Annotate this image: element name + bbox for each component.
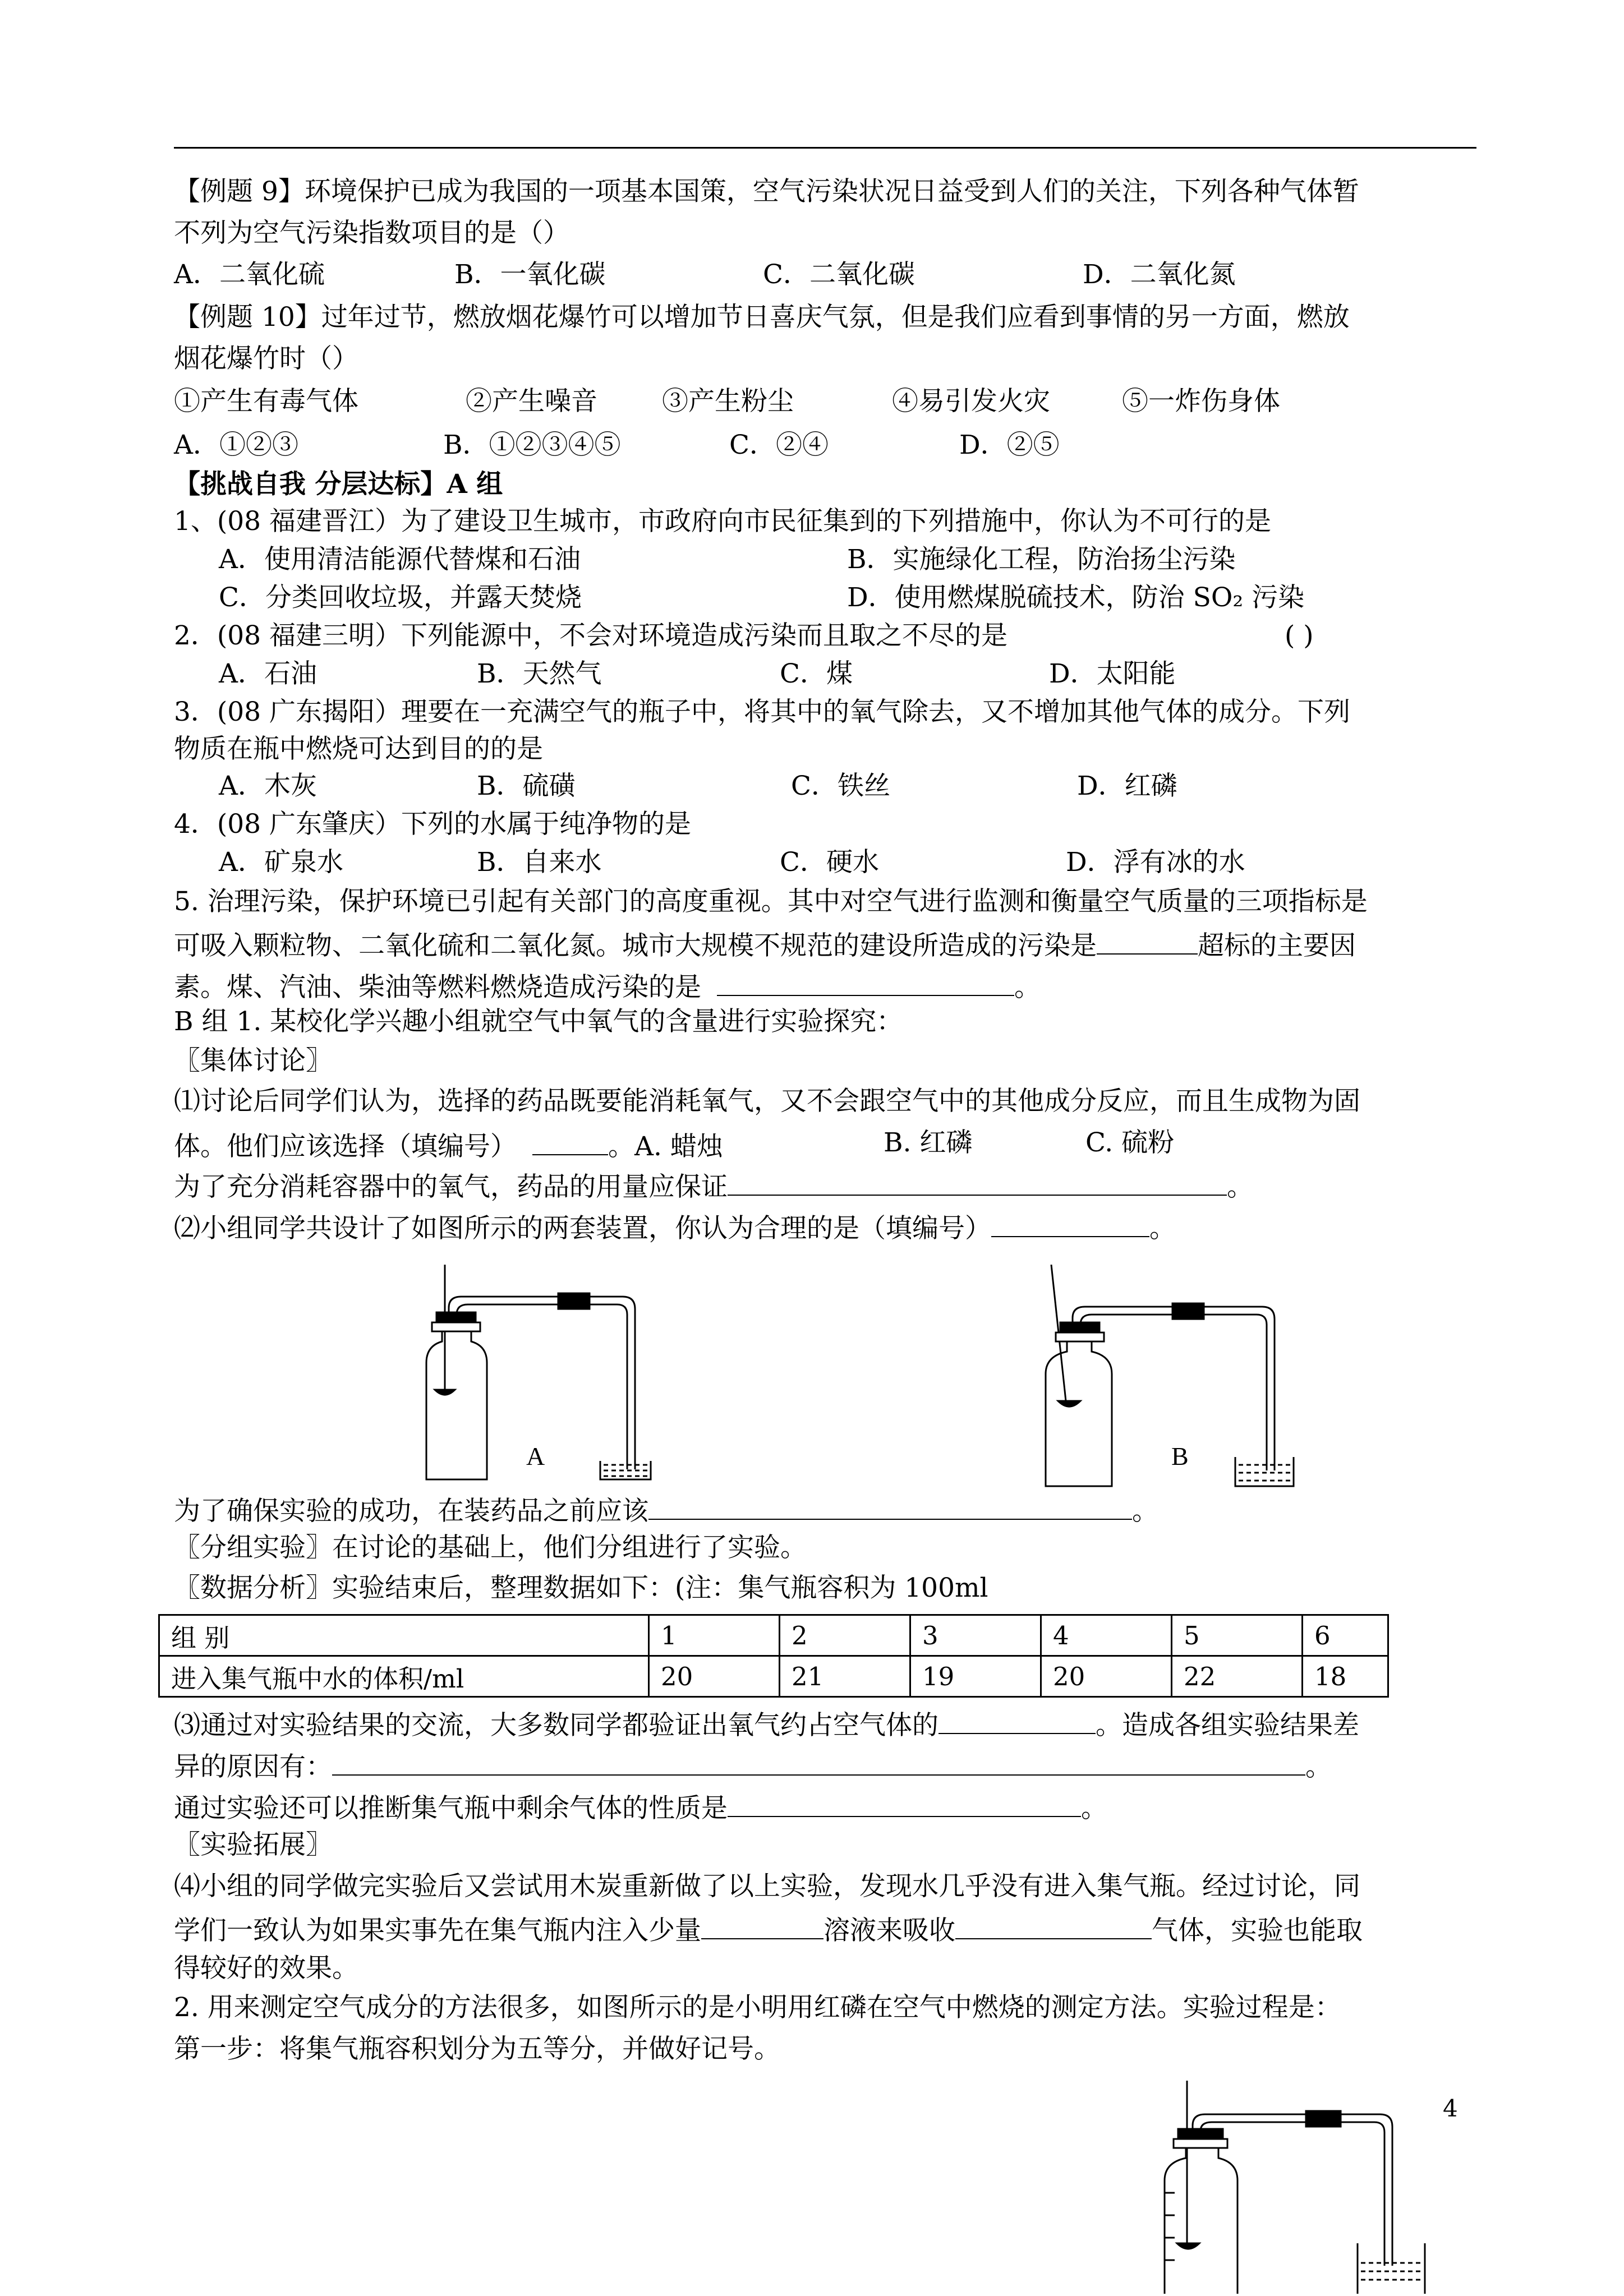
b-p4-line1: ⑷小组的同学做完实验后又尝试用木炭重新做了以上实验，发现水几乎没有进入集气瓶。经过讨论，同	[174, 1871, 1360, 1902]
a-q1-option-a: A．使用清洁能源代替煤和石油	[219, 544, 581, 575]
b-p3-line2-text: 异的原因有：	[174, 1751, 332, 1782]
a-q3-line2: 物质在瓶中燃烧可达到目的的是	[174, 734, 543, 764]
example10-item-5: ⑤一炸伤身体	[1122, 386, 1280, 417]
a-q1-option-c: C．分类回收垃圾，并露天焚烧	[219, 582, 582, 613]
example10-line1: 【例题 10】过年过节，燃放烟花爆竹可以增加节日喜庆气氛，但是我们应看到事情的另一方面，燃放	[174, 302, 1350, 333]
a-q5-line2-tail: 超标的主要因	[1198, 930, 1356, 961]
table-cell: 进入集气瓶中水的体积/ml	[159, 1656, 649, 1697]
a-q1-option-d: D．使用燃煤脱硫技术，防治 SO₂ 污染	[847, 582, 1305, 613]
a-q2-option-a: A．石油	[219, 658, 317, 689]
b-p1-line3-text: 为了充分消耗容器中的氧气，药品的用量应保证	[174, 1172, 728, 1202]
header-rule	[174, 147, 1476, 149]
a-q5-line3-text: 素。煤、汽油、柴油等燃料燃烧造成污染的是	[174, 972, 701, 1003]
data-table	[158, 1614, 1389, 1698]
a-q2-stem: 2．(08 福建三明）下列能源中，不会对环境造成污染而且取之不尽的是	[174, 620, 1007, 651]
table-cell: 20	[649, 1656, 780, 1697]
table-cell: 20	[1041, 1656, 1172, 1697]
answer-blank[interactable]	[648, 1494, 1132, 1520]
example10-item-2: ②产生噪音	[466, 386, 597, 417]
b-p2-check	[174, 1494, 1158, 1527]
table-cell: 组 别	[159, 1615, 649, 1656]
answer-blank[interactable]	[1097, 929, 1198, 955]
b-p4-line3: 得较好的效果。	[174, 1953, 358, 1984]
example10-option-d: D．②⑤	[959, 430, 1060, 460]
example9-option-d: D．二氧化氮	[1083, 259, 1236, 290]
b-q2-line2: 第一步：将集气瓶容积划分为五等分，并做好记号。	[174, 2034, 780, 2064]
b-p2-line	[174, 1211, 1176, 1242]
table-cell: 1	[649, 1615, 780, 1656]
b-p2-line-tail: 。	[1149, 1213, 1176, 1244]
a-q5-line2-text: 可吸入颗粒物、二氧化硫和二氧化氮。城市大规模不规范的建设所造成的污染是	[174, 930, 1097, 961]
example10-item-3: ③产生粉尘	[662, 386, 794, 417]
answer-blank[interactable]	[701, 1914, 823, 1939]
answer-blank[interactable]	[532, 1129, 608, 1155]
b-p2-line-text: ⑵小组同学共设计了如图所示的两套装置，你认为合理的是（填编号）	[174, 1213, 991, 1244]
answer-blank[interactable]	[728, 1170, 1227, 1196]
b-p2-check-tail: 。	[1132, 1496, 1158, 1527]
b-discussion-heading: 〖集体讨论〗	[174, 1045, 332, 1076]
a-q4-stem: 4．(08 广东肇庆）下列的水属于纯净物的是	[174, 809, 691, 840]
example9-option-b: B．一氧化碳	[454, 259, 606, 290]
answer-blank[interactable]	[991, 1211, 1149, 1237]
table-cell: 19	[910, 1656, 1041, 1697]
b-group-exp: 〖分组实验〗在讨论的基础上，他们分组进行了实验。	[174, 1532, 807, 1563]
b-p4-line2	[174, 1914, 1363, 1944]
answer-blank[interactable]	[332, 1750, 1305, 1776]
apparatus-b-label: B	[1171, 1442, 1189, 1470]
apparatus-a-label: A	[526, 1442, 545, 1470]
b-p1-line2-after: 。A. 蜡烛	[608, 1131, 723, 1162]
section-title: 【挑战自我 分层达标】A 组	[174, 469, 503, 500]
a-q5-line2	[174, 929, 1356, 959]
b-p3-line3-text: 通过实验还可以推断集气瓶中剩余气体的性质是	[174, 1793, 728, 1824]
a-q3-option-a: A．木灰	[219, 771, 317, 801]
example10-line2: 烟花爆竹时（）	[174, 343, 358, 374]
b-p1-line2-text: 体。他们应该选择（填编号）	[174, 1131, 517, 1162]
b-p1-line1: ⑴讨论后同学们认为，选择的药品既要能消耗氧气，又不会跟空气中的其他成分反应，而且生成物为固	[174, 1086, 1360, 1117]
b-p3-line1	[174, 1708, 1359, 1739]
a-q5-line3	[174, 970, 1041, 1001]
example9-line2: 不列为空气污染指数项目的是（）	[174, 218, 569, 248]
b-p2-check-text: 为了确保实验的成功，在装药品之前应该	[174, 1496, 648, 1527]
a-q5-line3-tail: 。	[1014, 972, 1041, 1003]
apparatus-q2-diagram	[1156, 2075, 1436, 2294]
table-cell: 3	[910, 1615, 1041, 1656]
table-cell: 2	[780, 1615, 910, 1656]
table-cell: 22	[1172, 1656, 1303, 1697]
a-q2-option-d: D．太阳能	[1049, 658, 1176, 689]
answer-blank[interactable]	[938, 1708, 1096, 1734]
example10-option-c: C．②④	[729, 430, 829, 460]
b-p1-line2	[174, 1129, 723, 1160]
b-p3-line3	[174, 1791, 1107, 1822]
table-cell: 18	[1303, 1656, 1388, 1697]
table-cell: 21	[780, 1656, 910, 1697]
table-cell: 6	[1303, 1615, 1388, 1656]
a-q4-option-d: D．浮有冰的水	[1066, 847, 1245, 878]
b-p1-option-c: C. 硫粉	[1085, 1127, 1175, 1158]
b-p3-line1-tail: 。造成各组实验结果差	[1096, 1710, 1359, 1741]
apparatus-b-diagram	[1027, 1262, 1301, 1492]
example10-option-a: A．①②③	[174, 430, 298, 460]
b-p3-line1-text: ⑶通过对实验结果的交流，大多数同学都验证出氧气约占空气体的	[174, 1710, 938, 1741]
b-q2-line1: 2. 用来测定空气成分的方法很多，如图所示的是小明用红磷在空气中燃烧的测定方法。实验过程是：	[174, 1992, 1341, 2023]
b-p4-line2c: 气体，实验也能取	[1152, 1915, 1363, 1946]
a-q2-option-b: B．天然气	[477, 658, 602, 689]
page-number: 4	[1443, 2095, 1458, 2122]
example9-line1: 【例题 9】环境保护已成为我国的一项基本国策，空气污染状况日益受到人们的关注，下列各种气体暂	[174, 176, 1359, 207]
a-q4-option-c: C．硬水	[780, 847, 879, 878]
b-extension-heading: 〖实验拓展〗	[174, 1829, 332, 1860]
table-row	[159, 1615, 1388, 1656]
a-q2-option-c: C．煤	[780, 658, 853, 689]
table-row	[159, 1656, 1388, 1697]
example9-option-c: C．二氧化碳	[763, 259, 915, 290]
a-q4-option-b: B．自来水	[477, 847, 602, 878]
a-q1-stem: 1、(08 福建晋江）为了建设卫生城市，市政府向市民征集到的下列措施中，你认为不可行的是	[174, 506, 1271, 537]
example10-item-1: ①产生有毒气体	[174, 386, 358, 417]
b-p3-line2-tail: 。	[1305, 1751, 1332, 1782]
a-q5-line1: 5. 治理污染，保护环境已引起有关部门的高度重视。其中对空气进行监测和衡量空气质量的三项指标是	[174, 886, 1368, 917]
example9-option-a: A．二氧化硫	[174, 259, 325, 290]
a-q3-option-d: D．红磷	[1077, 771, 1177, 801]
b-p1-line3	[174, 1170, 1253, 1200]
b-p4-line2b: 溶液来吸收	[823, 1915, 955, 1946]
answer-blank[interactable]	[717, 970, 1014, 996]
b-p4-line2a: 学们一致认为如果实事先在集气瓶内注入少量	[174, 1915, 701, 1946]
b-p3-line2	[174, 1750, 1332, 1780]
a-q2-paren: ( )	[1285, 620, 1314, 651]
b-q1-title: B 组 1. 某校化学兴趣小组就空气中氧气的含量进行实验探究：	[174, 1006, 903, 1037]
b-p3-line3-tail: 。	[1081, 1793, 1107, 1824]
table-cell: 4	[1041, 1615, 1172, 1656]
b-p1-option-b: B. 红磷	[884, 1127, 973, 1158]
a-q3-option-c: C．铁丝	[791, 771, 890, 801]
answer-blank[interactable]	[728, 1791, 1081, 1817]
a-q3-option-b: B．硫磺	[477, 771, 576, 801]
table-cell: 5	[1172, 1615, 1303, 1656]
example10-option-b: B．①②③④⑤	[443, 430, 621, 460]
a-q4-option-a: A．矿泉水	[219, 847, 343, 878]
a-q3-line1: 3．(08 广东揭阳）理要在一充满空气的瓶子中，将其中的氧气除去，又不增加其他气体的成分。下列	[174, 697, 1350, 727]
example10-item-4: ④易引发火灾	[892, 386, 1050, 417]
b-data-analysis: 〖数据分析〗实验结束后，整理数据如下：(注：集气瓶容积为 100ml	[174, 1573, 988, 1603]
answer-blank[interactable]	[955, 1914, 1152, 1939]
a-q1-option-b: B．实施绿化工程，防治扬尘污染	[847, 544, 1236, 575]
b-p1-line3-tail: 。	[1227, 1172, 1253, 1202]
